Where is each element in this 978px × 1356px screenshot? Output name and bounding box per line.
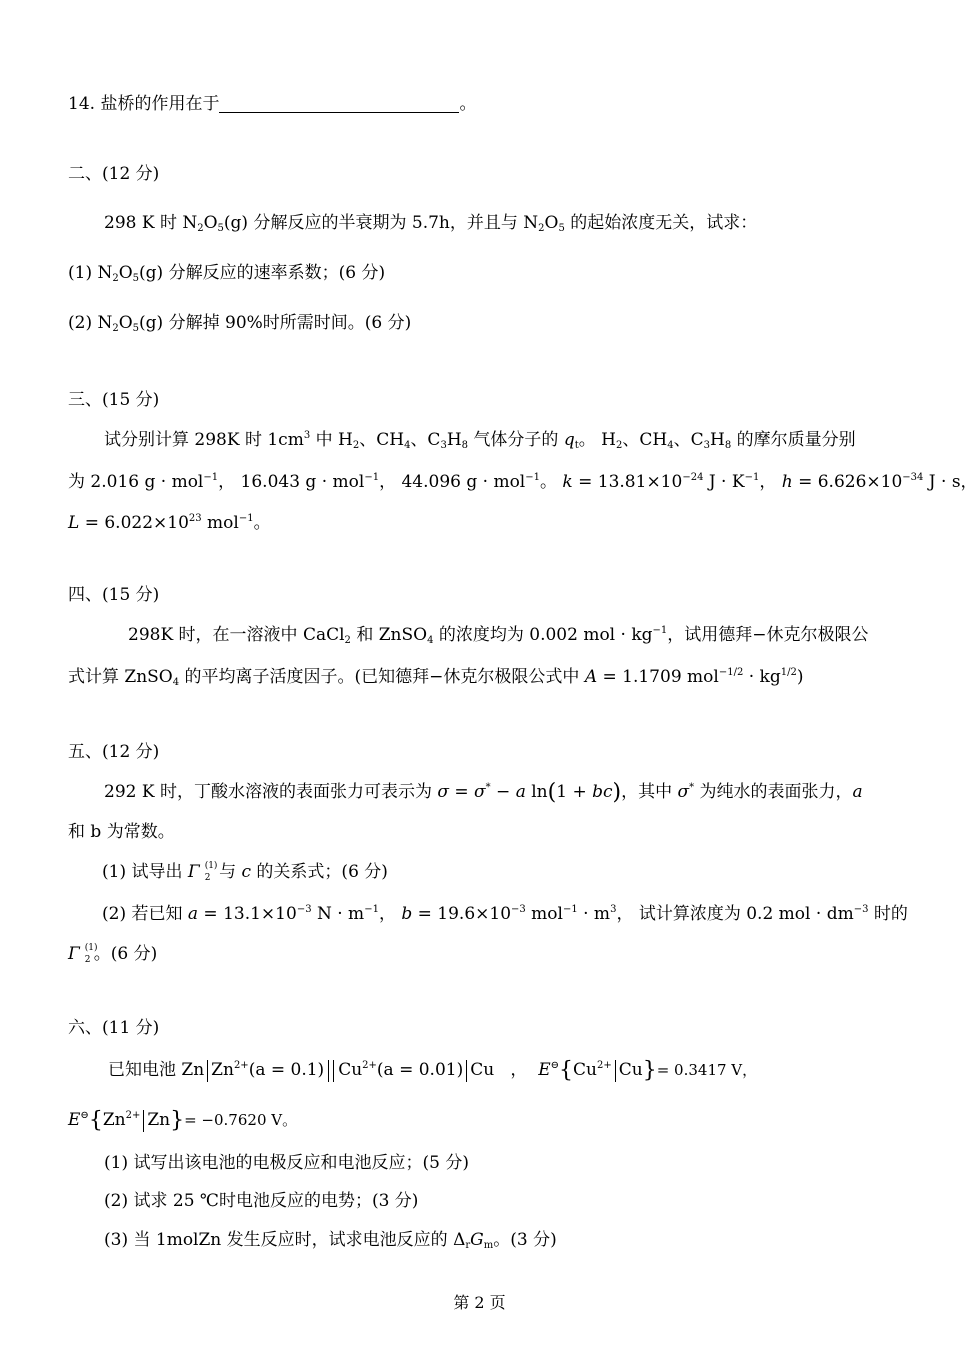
section-5-question-2: (2) 若已知 $a = 13.1\times 10^{-3}$ $N \cdot m^{-1}$， $b = 19.6\times 10^{-3}$ $mol^{-1} \cdot m^3$， 试计算浓度为 0.2 mol · $dm^{-3}$ 时的 (102, 904, 908, 924)
section-6-potential-2: $E^⊖\{Zn^{2+}$ Zn}= −0.7620 V。 (68, 1108, 298, 1133)
section-4-line-1: 298K 时，在一溶液中 CaCl$_2$ 和 ZnSO$_4$ 的浓度均为 0.002 mol · $kg^{-1}$，试用德拜−休克尔极限公 (128, 625, 869, 646)
answer-blank[interactable] (219, 96, 459, 113)
section-2-heading: 二、(12 分) (68, 164, 160, 184)
section-3-line-1: 试分别计算 298K 时 $1cm^3$ 中 $H_2$、$CH_4$、$C_3H_8$ 气体分子的 $q_t$。 $H_2$、$CH_4$、$C_3H_8$ 的摩尔质量分别 (104, 430, 856, 451)
section-6-heading: 六、(11 分) (68, 1018, 160, 1038)
section-4-heading: 四、(15 分) (68, 585, 160, 605)
section-4-line-2: 式计算 ZnSO$_4$ 的平均离子活度因子。(已知德拜−休克尔极限公式中 A = 1.1709 $mol^{-1/2} \cdot kg^{1/2}$) (68, 667, 804, 688)
section-5-question-1: (1) 试导出 Γ (1) 2 与 c 的关系式；(6 分) (102, 860, 388, 883)
section-2-condition: 298 K 时 $N_2O_5(g)$ 分解反应的半衰期为 5.7h，并且与 $N_2O_5$ 的起始浓度无关，试求： (104, 213, 758, 234)
page-number: 第 2 页 (453, 1293, 506, 1312)
section-6-question-3: (3) 当 1molZn 发生反应时，试求电池反应的 $\Delta_rG_m$。(3 分) (104, 1230, 557, 1251)
section-6-question-1: (1) 试写出该电池的电极反应和电池反应；(5 分) (104, 1153, 469, 1173)
section-2-question-1: (1) $N_2O_5(g)$ 分解反应的速率系数；(6 分) (68, 263, 386, 284)
section-5-line-2: 和 b 为常数。 (68, 822, 175, 842)
section-6-question-2: (2) 试求 25 ℃时电池反应的电势；(3 分) (104, 1191, 419, 1211)
section-3-heading: 三、(15 分) (68, 390, 160, 410)
section-5-line-1: 292 K 时，丁酸水溶液的表面张力可表示为 σ = σ* − a ln(1 + bc)，其中 σ* 为纯水的表面张力，a (104, 780, 863, 805)
section-6-cell: 已知电池 Zn $Zn^{2+}(a = 0.1) Cu^{2+}(a = 0.01)$ Cu ， $E^⊖\{Cu^{2+}$ Cu}= 0.3417 V， (108, 1058, 758, 1083)
section-3-line-2: 为 2.016 g · mol$^{-1}$， 16.043 g · mol$^{-1}$， 44.096 g · mol$^{-1}$。 $k = 13.81\times 10^{-24}$ $J \cdot K^{-1}$， $h = 6.626\times 10^{-34}$ J · s， (68, 472, 978, 492)
section-2-question-2: (2) $N_2O_5(g)$ 分解掉 90%时所需时间。(6 分) (68, 313, 412, 334)
section-5-heading: 五、(12 分) (68, 742, 160, 762)
section-3-line-3: $L = 6.022\times 10^{23}$ mol$^{-1}$。 (68, 513, 271, 533)
question-14: 14. 盐桥的作用在于 。 (68, 94, 477, 114)
section-5-question-2-end: Γ (1) 2 。(6 分) (68, 942, 158, 965)
